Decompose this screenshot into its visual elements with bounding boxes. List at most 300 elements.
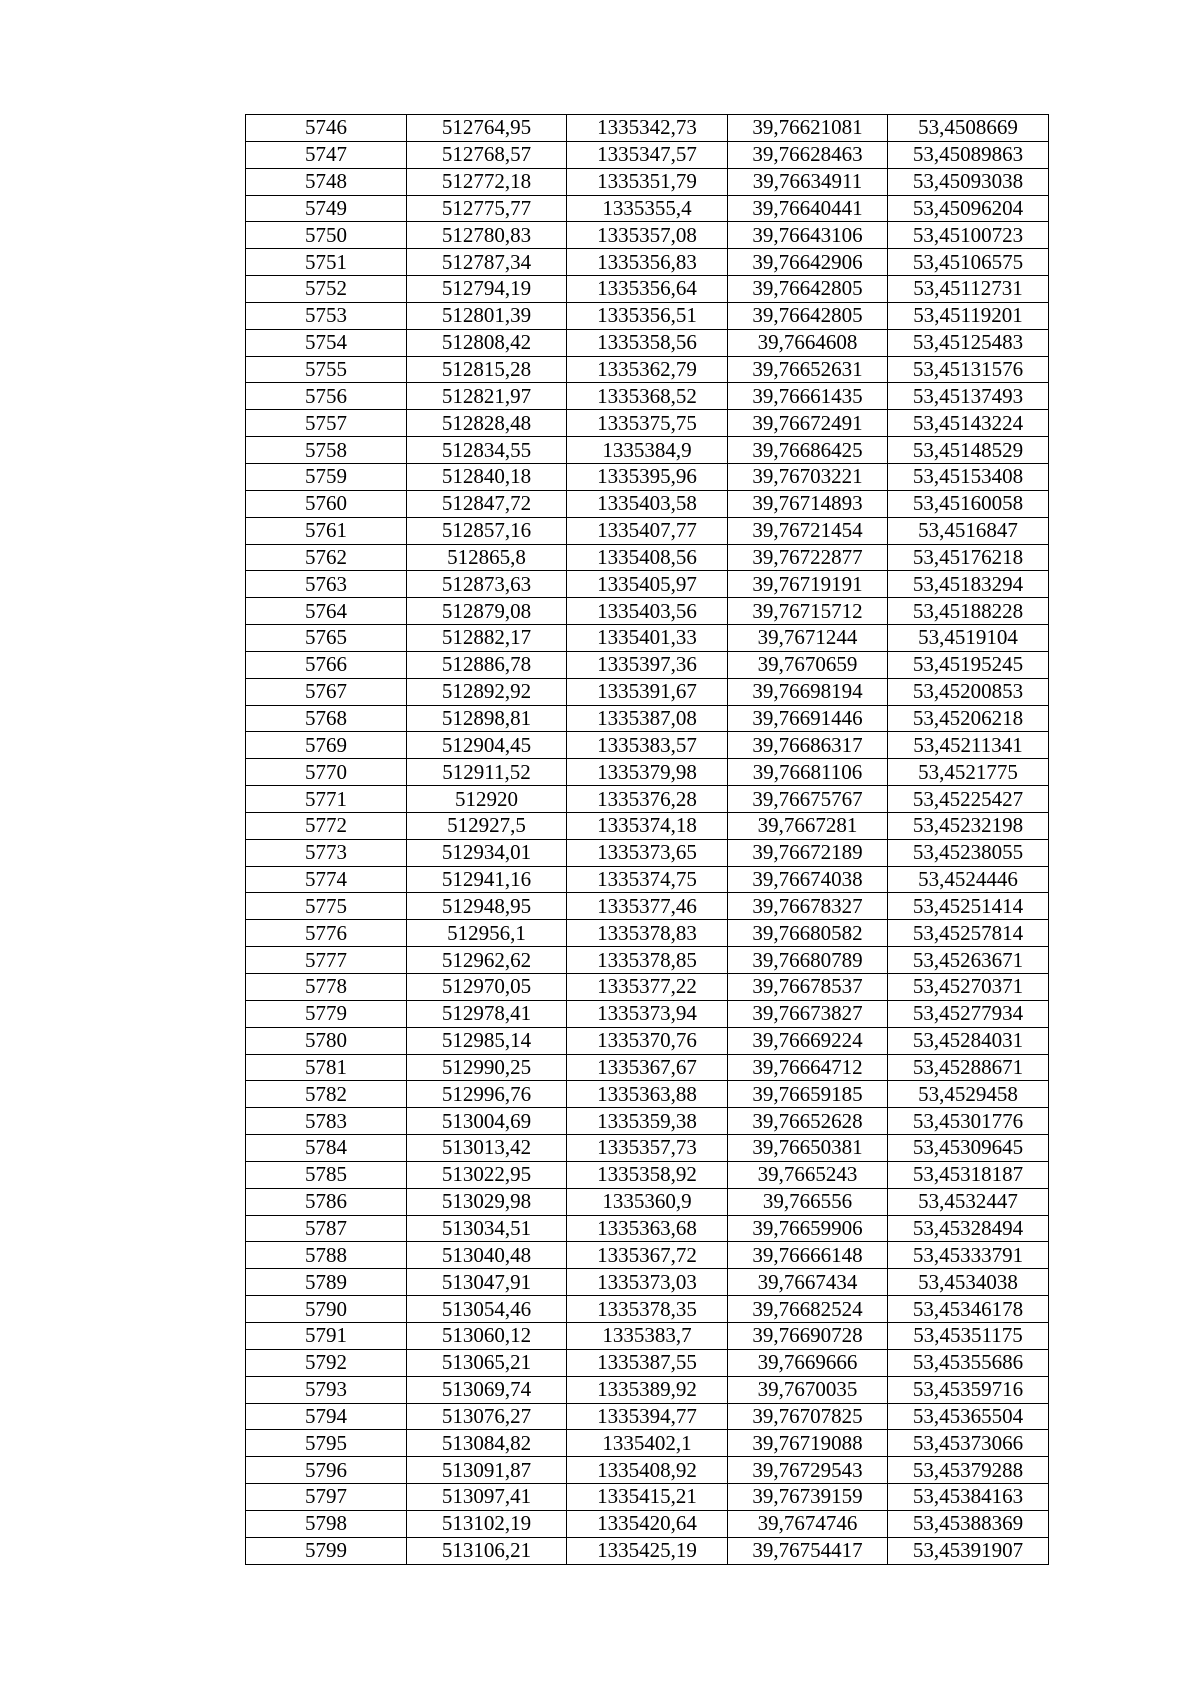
y-coordinate-cell: 1335357,08 [567, 222, 728, 249]
longitude-cell: 53,45365504 [888, 1403, 1049, 1430]
y-coordinate-cell: 1335425,19 [567, 1537, 728, 1564]
longitude-cell: 53,45257814 [888, 920, 1049, 947]
table-row [246, 839, 1049, 866]
longitude-cell: 53,45137493 [888, 383, 1049, 410]
point-number-cell: 5799 [246, 1537, 407, 1564]
latitude-cell: 39,76634911 [728, 168, 888, 195]
table-row [246, 705, 1049, 732]
x-coordinate-cell: 512834,55 [407, 437, 567, 464]
x-coordinate-cell: 513076,27 [407, 1403, 567, 1430]
latitude-cell: 39,76686425 [728, 437, 888, 464]
y-coordinate-cell: 1335407,77 [567, 517, 728, 544]
latitude-cell: 39,76659185 [728, 1081, 888, 1108]
y-coordinate-cell: 1335358,92 [567, 1161, 728, 1188]
y-coordinate-cell: 1335358,56 [567, 329, 728, 356]
x-coordinate-cell: 512821,97 [407, 383, 567, 410]
y-coordinate-cell: 1335359,38 [567, 1108, 728, 1135]
latitude-cell: 39,76719088 [728, 1430, 888, 1457]
point-number-cell: 5791 [246, 1322, 407, 1349]
table-row [246, 249, 1049, 276]
table-row [246, 437, 1049, 464]
point-number-cell: 5784 [246, 1135, 407, 1162]
x-coordinate-cell: 512962,62 [407, 947, 567, 974]
table-row [246, 1215, 1049, 1242]
longitude-cell: 53,45277934 [888, 1000, 1049, 1027]
point-number-cell: 5782 [246, 1081, 407, 1108]
point-number-cell: 5759 [246, 463, 407, 490]
longitude-cell: 53,45333791 [888, 1242, 1049, 1269]
y-coordinate-cell: 1335373,65 [567, 839, 728, 866]
longitude-cell: 53,4519104 [888, 625, 1049, 652]
table-row [246, 1403, 1049, 1430]
latitude-cell: 39,76652631 [728, 356, 888, 383]
y-coordinate-cell: 1335373,94 [567, 1000, 728, 1027]
x-coordinate-cell: 512985,14 [407, 1027, 567, 1054]
longitude-cell: 53,45188228 [888, 598, 1049, 625]
longitude-cell: 53,45176218 [888, 544, 1049, 571]
latitude-cell: 39,76754417 [728, 1537, 888, 1564]
table-row [246, 356, 1049, 383]
table-row [246, 678, 1049, 705]
point-number-cell: 5748 [246, 168, 407, 195]
table-row [246, 786, 1049, 813]
y-coordinate-cell: 1335397,36 [567, 651, 728, 678]
x-coordinate-cell: 513102,19 [407, 1510, 567, 1537]
table-row [246, 1296, 1049, 1323]
longitude-cell: 53,45211341 [888, 732, 1049, 759]
table-row [246, 651, 1049, 678]
table-row [246, 517, 1049, 544]
x-coordinate-cell: 512772,18 [407, 168, 567, 195]
point-number-cell: 5786 [246, 1188, 407, 1215]
latitude-cell: 39,76672189 [728, 839, 888, 866]
point-number-cell: 5766 [246, 651, 407, 678]
x-coordinate-cell: 512941,16 [407, 866, 567, 893]
point-number-cell: 5752 [246, 276, 407, 303]
longitude-cell: 53,4529458 [888, 1081, 1049, 1108]
longitude-cell: 53,45183294 [888, 571, 1049, 598]
table-row [246, 1430, 1049, 1457]
point-number-cell: 5789 [246, 1269, 407, 1296]
longitude-cell: 53,45384163 [888, 1484, 1049, 1511]
longitude-cell: 53,45112731 [888, 276, 1049, 303]
point-number-cell: 5758 [246, 437, 407, 464]
latitude-cell: 39,76690728 [728, 1322, 888, 1349]
table-row [246, 410, 1049, 437]
table-row [246, 759, 1049, 786]
point-number-cell: 5747 [246, 141, 407, 168]
table-row [246, 141, 1049, 168]
latitude-cell: 39,7667281 [728, 812, 888, 839]
point-number-cell: 5754 [246, 329, 407, 356]
point-number-cell: 5775 [246, 893, 407, 920]
table-row [246, 1269, 1049, 1296]
table-row [246, 974, 1049, 1001]
y-coordinate-cell: 1335362,79 [567, 356, 728, 383]
point-number-cell: 5770 [246, 759, 407, 786]
latitude-cell: 39,76669224 [728, 1027, 888, 1054]
latitude-cell: 39,76643106 [728, 222, 888, 249]
point-number-cell: 5767 [246, 678, 407, 705]
x-coordinate-cell: 512808,42 [407, 329, 567, 356]
x-coordinate-cell: 512934,01 [407, 839, 567, 866]
latitude-cell: 39,76640441 [728, 195, 888, 222]
x-coordinate-cell: 513091,87 [407, 1457, 567, 1484]
y-coordinate-cell: 1335357,73 [567, 1135, 728, 1162]
latitude-cell: 39,76707825 [728, 1403, 888, 1430]
x-coordinate-cell: 512787,34 [407, 249, 567, 276]
x-coordinate-cell: 512892,92 [407, 678, 567, 705]
longitude-cell: 53,45284031 [888, 1027, 1049, 1054]
x-coordinate-cell: 513106,21 [407, 1537, 567, 1564]
table-row [246, 1054, 1049, 1081]
y-coordinate-cell: 1335378,85 [567, 947, 728, 974]
y-coordinate-cell: 1335367,67 [567, 1054, 728, 1081]
latitude-cell: 39,7667434 [728, 1269, 888, 1296]
y-coordinate-cell: 1335402,1 [567, 1430, 728, 1457]
latitude-cell: 39,76642805 [728, 276, 888, 303]
table-row [246, 302, 1049, 329]
longitude-cell: 53,4532447 [888, 1188, 1049, 1215]
point-number-cell: 5756 [246, 383, 407, 410]
longitude-cell: 53,45119201 [888, 302, 1049, 329]
latitude-cell: 39,7674746 [728, 1510, 888, 1537]
point-number-cell: 5749 [246, 195, 407, 222]
point-number-cell: 5768 [246, 705, 407, 732]
table-row [246, 1081, 1049, 1108]
latitude-cell: 39,766556 [728, 1188, 888, 1215]
longitude-cell: 53,4524446 [888, 866, 1049, 893]
point-number-cell: 5787 [246, 1215, 407, 1242]
point-number-cell: 5771 [246, 786, 407, 813]
table-row [246, 490, 1049, 517]
longitude-cell: 53,45225427 [888, 786, 1049, 813]
y-coordinate-cell: 1335389,92 [567, 1376, 728, 1403]
table-row [246, 1188, 1049, 1215]
point-number-cell: 5753 [246, 302, 407, 329]
y-coordinate-cell: 1335378,35 [567, 1296, 728, 1323]
x-coordinate-cell: 512768,57 [407, 141, 567, 168]
y-coordinate-cell: 1335403,56 [567, 598, 728, 625]
y-coordinate-cell: 1335347,57 [567, 141, 728, 168]
longitude-cell: 53,45391907 [888, 1537, 1049, 1564]
x-coordinate-cell: 512828,48 [407, 410, 567, 437]
latitude-cell: 39,76714893 [728, 490, 888, 517]
table-row [246, 329, 1049, 356]
x-coordinate-cell: 513097,41 [407, 1484, 567, 1511]
x-coordinate-cell: 513054,46 [407, 1296, 567, 1323]
x-coordinate-cell: 513034,51 [407, 1215, 567, 1242]
x-coordinate-cell: 512882,17 [407, 625, 567, 652]
latitude-cell: 39,76719191 [728, 571, 888, 598]
x-coordinate-cell: 513047,91 [407, 1269, 567, 1296]
x-coordinate-cell: 512780,83 [407, 222, 567, 249]
longitude-cell: 53,45160058 [888, 490, 1049, 517]
point-number-cell: 5795 [246, 1430, 407, 1457]
latitude-cell: 39,76674038 [728, 866, 888, 893]
point-number-cell: 5762 [246, 544, 407, 571]
x-coordinate-cell: 512990,25 [407, 1054, 567, 1081]
longitude-cell: 53,4534038 [888, 1269, 1049, 1296]
table-row [246, 1457, 1049, 1484]
latitude-cell: 39,76666148 [728, 1242, 888, 1269]
longitude-cell: 53,45373066 [888, 1430, 1049, 1457]
y-coordinate-cell: 1335374,18 [567, 812, 728, 839]
point-number-cell: 5797 [246, 1484, 407, 1511]
longitude-cell: 53,45318187 [888, 1161, 1049, 1188]
y-coordinate-cell: 1335420,64 [567, 1510, 728, 1537]
longitude-cell: 53,45093038 [888, 168, 1049, 195]
x-coordinate-cell: 512904,45 [407, 732, 567, 759]
table-row [246, 1537, 1049, 1564]
point-number-cell: 5779 [246, 1000, 407, 1027]
table-row [246, 571, 1049, 598]
longitude-cell: 53,45089863 [888, 141, 1049, 168]
y-coordinate-cell: 1335383,7 [567, 1322, 728, 1349]
longitude-cell: 53,45351175 [888, 1322, 1049, 1349]
y-coordinate-cell: 1335360,9 [567, 1188, 728, 1215]
y-coordinate-cell: 1335374,75 [567, 866, 728, 893]
table-row [246, 1000, 1049, 1027]
point-number-cell: 5781 [246, 1054, 407, 1081]
table-row [246, 1484, 1049, 1511]
x-coordinate-cell: 512775,77 [407, 195, 567, 222]
y-coordinate-cell: 1335370,76 [567, 1027, 728, 1054]
latitude-cell: 39,76678537 [728, 974, 888, 1001]
longitude-cell: 53,45388369 [888, 1510, 1049, 1537]
x-coordinate-cell: 513060,12 [407, 1322, 567, 1349]
point-number-cell: 5798 [246, 1510, 407, 1537]
y-coordinate-cell: 1335356,64 [567, 276, 728, 303]
x-coordinate-cell: 512911,52 [407, 759, 567, 786]
longitude-cell: 53,45328494 [888, 1215, 1049, 1242]
y-coordinate-cell: 1335379,98 [567, 759, 728, 786]
x-coordinate-cell: 513029,98 [407, 1188, 567, 1215]
longitude-cell: 53,45153408 [888, 463, 1049, 490]
x-coordinate-cell: 512956,1 [407, 920, 567, 947]
longitude-cell: 53,4508669 [888, 115, 1049, 142]
latitude-cell: 39,76628463 [728, 141, 888, 168]
y-coordinate-cell: 1335363,68 [567, 1215, 728, 1242]
latitude-cell: 39,76680582 [728, 920, 888, 947]
x-coordinate-cell: 512865,8 [407, 544, 567, 571]
table-row [246, 276, 1049, 303]
longitude-cell: 53,45100723 [888, 222, 1049, 249]
point-number-cell: 5746 [246, 115, 407, 142]
latitude-cell: 39,76739159 [728, 1484, 888, 1511]
longitude-cell: 53,45270371 [888, 974, 1049, 1001]
table-row [246, 1161, 1049, 1188]
latitude-cell: 39,7670035 [728, 1376, 888, 1403]
longitude-cell: 53,45355686 [888, 1349, 1049, 1376]
longitude-cell: 53,45238055 [888, 839, 1049, 866]
latitude-cell: 39,76691446 [728, 705, 888, 732]
coordinates-table-body [246, 115, 1049, 1565]
point-number-cell: 5793 [246, 1376, 407, 1403]
y-coordinate-cell: 1335377,46 [567, 893, 728, 920]
longitude-cell: 53,4516847 [888, 517, 1049, 544]
latitude-cell: 39,76675767 [728, 786, 888, 813]
longitude-cell: 53,45379288 [888, 1457, 1049, 1484]
x-coordinate-cell: 512840,18 [407, 463, 567, 490]
point-number-cell: 5774 [246, 866, 407, 893]
y-coordinate-cell: 1335373,03 [567, 1269, 728, 1296]
x-coordinate-cell: 512801,39 [407, 302, 567, 329]
latitude-cell: 39,76642805 [728, 302, 888, 329]
point-number-cell: 5765 [246, 625, 407, 652]
y-coordinate-cell: 1335355,4 [567, 195, 728, 222]
point-number-cell: 5773 [246, 839, 407, 866]
point-number-cell: 5761 [246, 517, 407, 544]
y-coordinate-cell: 1335376,28 [567, 786, 728, 813]
y-coordinate-cell: 1335387,08 [567, 705, 728, 732]
table-row [246, 1376, 1049, 1403]
longitude-cell: 53,45301776 [888, 1108, 1049, 1135]
point-number-cell: 5780 [246, 1027, 407, 1054]
longitude-cell: 53,45309645 [888, 1135, 1049, 1162]
point-number-cell: 5792 [246, 1349, 407, 1376]
point-number-cell: 5788 [246, 1242, 407, 1269]
y-coordinate-cell: 1335356,83 [567, 249, 728, 276]
y-coordinate-cell: 1335351,79 [567, 168, 728, 195]
y-coordinate-cell: 1335367,72 [567, 1242, 728, 1269]
x-coordinate-cell: 513069,74 [407, 1376, 567, 1403]
table-row [246, 195, 1049, 222]
table-row [246, 1135, 1049, 1162]
x-coordinate-cell: 512815,28 [407, 356, 567, 383]
longitude-cell: 53,45125483 [888, 329, 1049, 356]
x-coordinate-cell: 512920 [407, 786, 567, 813]
latitude-cell: 39,76686317 [728, 732, 888, 759]
table-row [246, 383, 1049, 410]
longitude-cell: 53,45346178 [888, 1296, 1049, 1323]
longitude-cell: 53,45148529 [888, 437, 1049, 464]
table-row [246, 168, 1049, 195]
table-row [246, 1027, 1049, 1054]
latitude-cell: 39,76678327 [728, 893, 888, 920]
latitude-cell: 39,76729543 [728, 1457, 888, 1484]
table-row [246, 1108, 1049, 1135]
table-row [246, 598, 1049, 625]
coordinates-table [245, 114, 1049, 1565]
longitude-cell: 53,45232198 [888, 812, 1049, 839]
x-coordinate-cell: 513022,95 [407, 1161, 567, 1188]
point-number-cell: 5777 [246, 947, 407, 974]
x-coordinate-cell: 512948,95 [407, 893, 567, 920]
table-row [246, 947, 1049, 974]
point-number-cell: 5785 [246, 1161, 407, 1188]
point-number-cell: 5794 [246, 1403, 407, 1430]
y-coordinate-cell: 1335378,83 [567, 920, 728, 947]
table-row [246, 1322, 1049, 1349]
latitude-cell: 39,76680789 [728, 947, 888, 974]
latitude-cell: 39,7665243 [728, 1161, 888, 1188]
longitude-cell: 53,45096204 [888, 195, 1049, 222]
table-row [246, 115, 1049, 142]
x-coordinate-cell: 512873,63 [407, 571, 567, 598]
y-coordinate-cell: 1335375,75 [567, 410, 728, 437]
point-number-cell: 5750 [246, 222, 407, 249]
x-coordinate-cell: 513065,21 [407, 1349, 567, 1376]
point-number-cell: 5755 [246, 356, 407, 383]
x-coordinate-cell: 512857,16 [407, 517, 567, 544]
table-row [246, 732, 1049, 759]
longitude-cell: 53,45106575 [888, 249, 1049, 276]
x-coordinate-cell: 513040,48 [407, 1242, 567, 1269]
latitude-cell: 39,7669666 [728, 1349, 888, 1376]
latitude-cell: 39,76715712 [728, 598, 888, 625]
point-number-cell: 5769 [246, 732, 407, 759]
y-coordinate-cell: 1335408,56 [567, 544, 728, 571]
y-coordinate-cell: 1335377,22 [567, 974, 728, 1001]
latitude-cell: 39,76672491 [728, 410, 888, 437]
x-coordinate-cell: 512794,19 [407, 276, 567, 303]
x-coordinate-cell: 512847,72 [407, 490, 567, 517]
longitude-cell: 53,45359716 [888, 1376, 1049, 1403]
x-coordinate-cell: 513084,82 [407, 1430, 567, 1457]
y-coordinate-cell: 1335415,21 [567, 1484, 728, 1511]
point-number-cell: 5776 [246, 920, 407, 947]
point-number-cell: 5757 [246, 410, 407, 437]
longitude-cell: 53,45288671 [888, 1054, 1049, 1081]
table-row [246, 625, 1049, 652]
x-coordinate-cell: 512764,95 [407, 115, 567, 142]
y-coordinate-cell: 1335403,58 [567, 490, 728, 517]
table-row [246, 1349, 1049, 1376]
x-coordinate-cell: 512996,76 [407, 1081, 567, 1108]
table-row [246, 1242, 1049, 1269]
table-row [246, 866, 1049, 893]
longitude-cell: 53,45251414 [888, 893, 1049, 920]
latitude-cell: 39,76661435 [728, 383, 888, 410]
latitude-cell: 39,76722877 [728, 544, 888, 571]
point-number-cell: 5778 [246, 974, 407, 1001]
y-coordinate-cell: 1335383,57 [567, 732, 728, 759]
x-coordinate-cell: 512886,78 [407, 651, 567, 678]
y-coordinate-cell: 1335401,33 [567, 625, 728, 652]
point-number-cell: 5764 [246, 598, 407, 625]
longitude-cell: 53,45131576 [888, 356, 1049, 383]
point-number-cell: 5783 [246, 1108, 407, 1135]
y-coordinate-cell: 1335363,88 [567, 1081, 728, 1108]
latitude-cell: 39,76664712 [728, 1054, 888, 1081]
x-coordinate-cell: 512898,81 [407, 705, 567, 732]
table-row [246, 893, 1049, 920]
point-number-cell: 5772 [246, 812, 407, 839]
latitude-cell: 39,76682524 [728, 1296, 888, 1323]
point-number-cell: 5796 [246, 1457, 407, 1484]
latitude-cell: 39,76698194 [728, 678, 888, 705]
y-coordinate-cell: 1335356,51 [567, 302, 728, 329]
latitude-cell: 39,76650381 [728, 1135, 888, 1162]
longitude-cell: 53,45200853 [888, 678, 1049, 705]
x-coordinate-cell: 512978,41 [407, 1000, 567, 1027]
table-row [246, 1510, 1049, 1537]
y-coordinate-cell: 1335395,96 [567, 463, 728, 490]
x-coordinate-cell: 513013,42 [407, 1135, 567, 1162]
latitude-cell: 39,7670659 [728, 651, 888, 678]
table-row [246, 920, 1049, 947]
latitude-cell: 39,76621081 [728, 115, 888, 142]
y-coordinate-cell: 1335384,9 [567, 437, 728, 464]
y-coordinate-cell: 1335391,67 [567, 678, 728, 705]
latitude-cell: 39,76673827 [728, 1000, 888, 1027]
y-coordinate-cell: 1335408,92 [567, 1457, 728, 1484]
longitude-cell: 53,45143224 [888, 410, 1049, 437]
latitude-cell: 39,7664608 [728, 329, 888, 356]
latitude-cell: 39,76703221 [728, 463, 888, 490]
longitude-cell: 53,45195245 [888, 651, 1049, 678]
